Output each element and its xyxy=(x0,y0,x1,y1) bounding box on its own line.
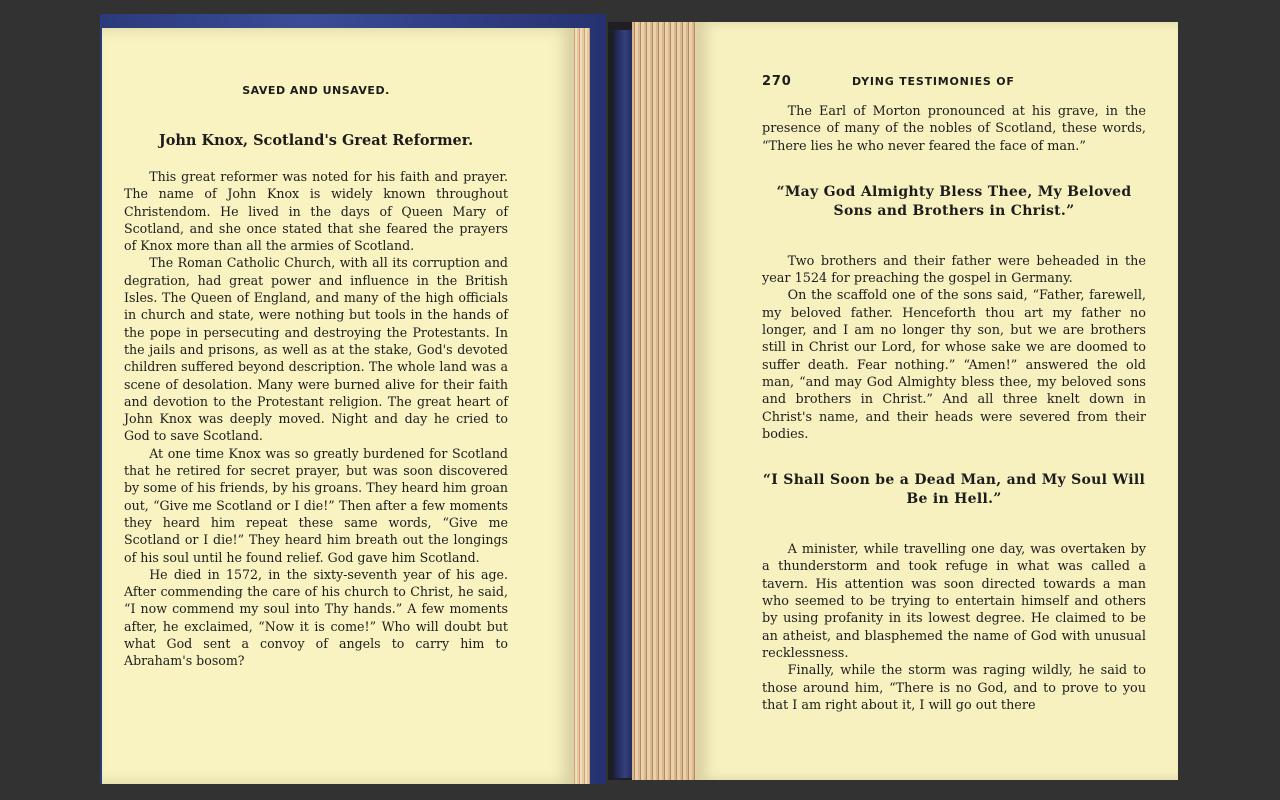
section-heading-beloved-sons: “May God Almighty Bless Thee, My Beloved Sons and Brothers in Christ.” xyxy=(776,183,1132,219)
running-head-left: SAVED AND UNSAVED. xyxy=(242,84,390,97)
body-paragraph: Two brothers and their father were beheaded in the year 1524 for preaching the gospel in Germany. xyxy=(762,253,1146,287)
body-paragraph: The Earl of Morton pronounced at his grave, in the presence of many of the nobles of Scotland, these words, “There lies he who never feared the face of man.” xyxy=(762,104,1146,154)
section-heading-dead-man: “I Shall Soon be a Dead Man, and My Soul Will Be in Hell.” xyxy=(762,472,1146,508)
body-paragraph: A minister, while travelling one day, was overtaken by a thunderstorm and took refuge in what was called a tavern. His attention was soon directed towards a man who seemed to be trying to entertain himself and others by using profanity in its lowest degree. He claimed to be an atheist, and blasphemed the name of God with unusual recklessness. xyxy=(762,542,1146,661)
body-paragraph: This great reformer was noted for his faith and prayer. The name of John Knox is widely known throughout Christendom. He lived in the days of Queen Mary of Scotland, and she once stated that she feared the prayers of Knox more than all the armies of Scotland. xyxy=(124,169,508,254)
body-paragraph: He died in 1572, in the sixty-seventh year of his age. After commending the care of his church to Christ, he said, “I now commend my soul into Thy hands.” A few moments after, he exclaimed, “Now it is come!” Who will doubt but what God sent a convoy of angels to carry him to Abraham's bosom? xyxy=(124,566,508,669)
page-edges-right xyxy=(632,22,698,780)
body-paragraph: On the scaffold one of the sons said, “Father, farewell, my beloved father. Henceforth thou art my father no longer, and I am no longer thy son, but we are brothers still in Christ our Lord, for whose sake we are doomed to suffer death. Fear nothing.” “Amen!” answered the old man, “and may God Almighty bless thee, my beloved sons and brothers in Christ.” And all three knelt down in Christ's name, and their heads were severed from their bodies. xyxy=(762,288,1146,442)
page-edges-left xyxy=(572,28,590,784)
chapter-heading-john-knox: John Knox, Scotland's Great Reformer. xyxy=(158,132,474,149)
running-head-title: DYING TESTIMONIES OF xyxy=(852,75,1015,88)
running-head-right xyxy=(762,74,1146,89)
body-paragraph: At one time Knox was so greatly burdened for Scotland that he retired for secret prayer, but was soon discovered by some of his friends, by his groans. They heard him groan out, “Give me Scotland or I die!” Then after a few moments they heard him repeat these same words, “Give me Scotland or I die!” They heard him breath out the longings of his soul until he found relief. God gave him Scotland. xyxy=(124,445,508,565)
left-page-content xyxy=(124,84,508,670)
body-paragraph: The Roman Catholic Church, with all its corruption and degration, had great power and influence in the British Isles. The Queen of England, and many of the high officials in church and state, were nothing but tools in the hands of the pope in persecuting and destroying the Protestants. In the jails and prisons, as well as at the stake, God's devoted children suffered beyond description. The whole land was a scene of desolation. Many were burned alive for their faith and devotion to the Protestant religion. The great heart of John Knox was deeply moved. Night and day he cried to God to save Scotland. xyxy=(124,255,508,444)
page-number: 270 xyxy=(762,74,792,89)
body-paragraph: Finally, while the storm was raging wildly, he said to those around him, “There is no God, and to prove to you that I am right about it, I will go out there xyxy=(762,663,1146,713)
right-page-content xyxy=(762,74,1146,714)
